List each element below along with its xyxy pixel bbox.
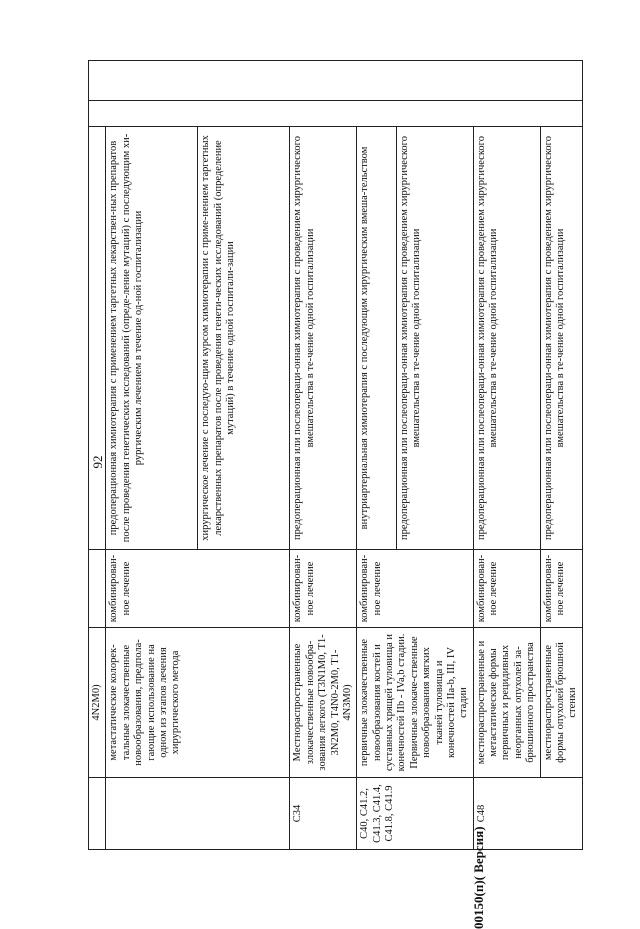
treatment-table xyxy=(88,60,583,850)
code-cell xyxy=(106,778,290,850)
treatment-method-cell: предоперационная или послеопераци-онная химиотерапия с проведением хирургического вмешательства в те-чение одной госпитализации xyxy=(396,127,473,550)
table-row xyxy=(540,61,582,850)
empty-column xyxy=(89,61,583,101)
treatment-method-cell: предоперационная или послеопераци-онная химиотерапия с проведением хирургического вмешательства в те-чение одной госпитализации xyxy=(290,127,357,550)
treatment-method-cell: предоперационная химиотерапия с применением таргетных лекарствен-ных препаратов после проведения генетических исследований (опреде-ление мутаций) с последующим хи-рургическим лечением в течение од-ной госпитализации xyxy=(106,127,198,550)
document-version-footer: 00150(п)( Версия) xyxy=(471,826,486,929)
treatment-method-cell xyxy=(89,127,106,550)
table-row xyxy=(290,61,357,850)
treatment-type-cell xyxy=(89,550,106,628)
treatment-method-cell: предоперационная или послеопераци-онная химиотерапия с проведением хирургического вмешательства в те-чение одной госпитализации xyxy=(540,127,582,550)
code-cell: C48 xyxy=(473,778,582,850)
diagnosis-cell: первичные злокачественные новообразования костей и суставных хрящей туловища и конечностей IIb - IVa,b стадии. Первичные злокаче-ственные новообразования мягких тканей туловища и конечностей IIa-b, III, IV стадии xyxy=(357,628,473,778)
table-row xyxy=(357,61,397,850)
code-cell: C34 xyxy=(290,778,357,850)
diagnosis-cell: Местнораспространенные злокачественные новообра-зования легкого (T3N1M0, T1-3N2M0, T4N0-2M0, T1-4N3M0) xyxy=(290,628,357,778)
empty-column xyxy=(89,101,583,127)
table-row xyxy=(106,61,198,850)
diagnosis-cell: 4N2M0) xyxy=(89,628,106,778)
diagnosis-cell: метастатические колорек-тальные злокачественные новообразования, предпола-гающие использование на одном из этапов лечения хирургического метода xyxy=(106,628,290,778)
treatment-method-cell: внутриартериальная химиотерапия с последующим хирургическим вмеша-тельством xyxy=(357,127,397,550)
page-number: 92 xyxy=(90,455,105,469)
treatment-type-cell: комбинирован-ное лечение xyxy=(106,550,290,628)
treatment-type-cell: комбинирован-ное лечение xyxy=(357,550,473,628)
treatment-method-cell: хирургическое лечение с последую-щим курсом химиотерапии с приме-нением таргетных лекарственных препаратов после проведения генети-ческих исследований (определение мутаций) в течение одной госпитали-зации xyxy=(198,127,290,550)
diagnosis-cell: местнораспространенные и метастатические формы первичных и рецидивных неорганных опухолей за-брюшинного пространства xyxy=(473,628,540,778)
code-cell: C40, C41.2, C41.3, C41.4, C41.8, C41.9 xyxy=(357,778,473,850)
treatment-type-cell: комбинирован-ное лечение xyxy=(540,550,582,628)
treatment-method-cell: предоперационная или послеопераци-онная химиотерапия с проведением хирургического вмешательства в те-чение одной госпитализации xyxy=(473,127,540,550)
treatment-type-cell: комбинирован-ное лечение xyxy=(473,550,540,628)
code-cell xyxy=(89,778,106,850)
treatment-type-cell: комбинирован-ное лечение xyxy=(290,550,357,628)
table-row xyxy=(89,61,106,850)
diagnosis-cell: местнораспространенные формы опухолей брюшной стенки xyxy=(540,628,582,778)
